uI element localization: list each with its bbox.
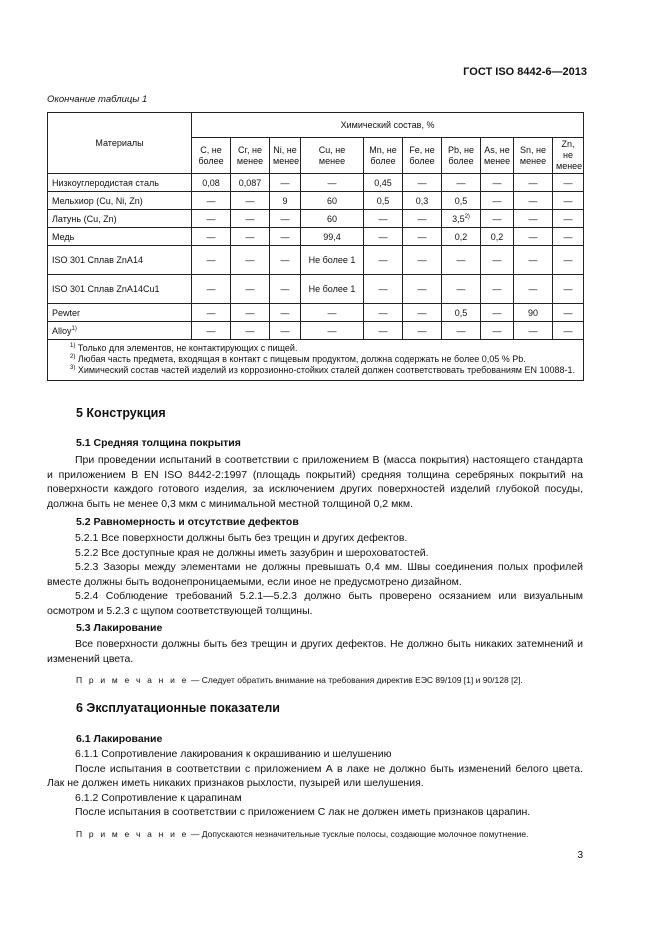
paragraph: 5.2.3 Зазоры между элементами не должны превышать 0,4 мм. Швы соединения полых профилей вместе должны быть водонепроницаемыми, если иное не предусмотрено дизайном. — [47, 561, 583, 588]
value-cell — [231, 322, 270, 340]
element-header-text: менее — [273, 155, 300, 166]
element-header — [231, 138, 270, 174]
cell-value: — — [280, 307, 290, 318]
cell-value: — — [528, 177, 538, 188]
cell-value: — — [456, 325, 466, 336]
value-cell — [270, 275, 301, 304]
paragraph: 5.2.2 Все доступные края не должны иметь зазубрин и шероховатостей. — [75, 546, 429, 559]
cell-value: 60 — [326, 213, 337, 224]
element-header-text: Zn, не — [561, 139, 575, 160]
cell-value: 0,2 — [454, 231, 468, 242]
note-text: — Следует обратить внимание на требования директив ЕЭС 89/109 [1] и 90/128 [2]. — [188, 675, 523, 685]
section-5-note — [76, 675, 523, 685]
table-row — [48, 275, 584, 304]
cell-value: — — [563, 254, 573, 265]
cell-value: — — [528, 325, 538, 336]
footnote — [52, 365, 579, 376]
cell-value: — — [417, 254, 427, 265]
element-header-text: Ni, не — [273, 144, 297, 155]
cell-value: — — [528, 254, 538, 265]
chemical-composition-table — [47, 112, 584, 381]
value-cell — [481, 210, 514, 228]
value-cell — [442, 228, 481, 246]
value-cell — [192, 210, 231, 228]
material-name: Низкоуглеродистая сталь — [52, 177, 159, 188]
cell-value: — — [245, 325, 255, 336]
value-cell — [301, 174, 364, 192]
value-cell — [192, 192, 231, 210]
document-code: ГОСТ ISO 8442-6—2013 — [463, 66, 587, 78]
materials-header: Материалы — [48, 113, 192, 174]
element-header — [301, 138, 364, 174]
material-name: ISO 301 Сплав ZnA14Cu1 — [52, 283, 160, 294]
cell-value: — — [245, 213, 255, 224]
section-6-title: 6 Эксплуатационные показатели — [76, 701, 280, 715]
value-cell — [231, 228, 270, 246]
note-label: П р и м е ч а н и е — [76, 675, 189, 685]
table-body — [48, 174, 584, 340]
cell-value: — — [206, 195, 216, 206]
cell-value: — — [563, 325, 573, 336]
paragraph: 5.2.4 Соблюдение требований 5.2.1—5.2.3 должно быть проверено осязанием или визуальным осмотром и 5.2.3 с щупом соответствующей толщины. — [47, 590, 583, 617]
element-header — [514, 138, 553, 174]
element-header-text: Fe, не — [409, 144, 435, 155]
value-cell — [270, 210, 301, 228]
material-cell — [48, 275, 192, 304]
value-cell — [442, 192, 481, 210]
composition-header: Химический состав, % — [192, 113, 584, 138]
footnote — [52, 343, 579, 354]
value-cell — [481, 174, 514, 192]
element-header — [403, 138, 442, 174]
value-cell — [514, 246, 553, 275]
value-cell — [364, 174, 403, 192]
cell-value: — — [245, 195, 255, 206]
material-cell — [48, 210, 192, 228]
cell-value: — — [206, 325, 216, 336]
element-header-text: более — [198, 155, 224, 166]
cell-value: — — [378, 231, 388, 242]
cell-value: — — [492, 195, 502, 206]
cell-value: — — [280, 283, 290, 294]
cell-value: 0,3 — [415, 195, 429, 206]
section-6-1-body — [47, 747, 583, 820]
value-cell — [481, 304, 514, 322]
table-row — [48, 246, 584, 275]
element-header — [192, 138, 231, 174]
cell-value: — — [206, 254, 216, 265]
cell-value: — — [492, 254, 502, 265]
table-row — [48, 322, 584, 340]
value-cell — [403, 275, 442, 304]
value-cell — [231, 192, 270, 210]
element-header-text: более — [370, 155, 396, 166]
footnote-mark: 2) — [70, 354, 76, 360]
cell-value: 0,08 — [202, 177, 220, 188]
element-header — [442, 138, 481, 174]
footnote-mark: 1) — [70, 343, 76, 349]
cell-value: 3,5 — [452, 213, 465, 224]
value-cell — [192, 228, 231, 246]
cell-value: — — [378, 325, 388, 336]
value-cell — [301, 275, 364, 304]
paragraph: После испытания в соответствии с приложением А в лаке не должно быть изменений белого цвета. Лак не должен иметь никаких признаков рыхлости, пузырей или шелушения. — [47, 762, 583, 790]
cell-value: — — [563, 195, 573, 206]
cell-value: — — [206, 213, 216, 224]
cell-value: — — [206, 283, 216, 294]
cell-value: — — [417, 283, 427, 294]
note-label: П р и м е ч а н и е — [76, 829, 189, 839]
value-cell — [301, 304, 364, 322]
element-header — [481, 138, 514, 174]
footnote-text: Любая часть предмета, входящая в контакт с пищевым продуктом, должна содержать не более 0,05 % Pb. — [75, 354, 526, 364]
value-cell — [192, 174, 231, 192]
value-cell — [481, 322, 514, 340]
footnote — [52, 354, 579, 365]
material-name: Alloy — [52, 325, 72, 336]
cell-value: — — [417, 213, 427, 224]
value-cell — [270, 322, 301, 340]
footnote-ref: 1) — [71, 325, 77, 332]
cell-value: — — [245, 254, 255, 265]
value-cell — [231, 304, 270, 322]
cell-value: — — [327, 177, 337, 188]
value-cell — [403, 246, 442, 275]
material-cell — [48, 246, 192, 275]
element-header — [553, 138, 584, 174]
value-cell — [403, 322, 442, 340]
cell-value: — — [528, 195, 538, 206]
cell-value: Не более 1 — [308, 254, 356, 265]
value-cell — [364, 192, 403, 210]
value-cell — [192, 322, 231, 340]
material-cell — [48, 304, 192, 322]
material-name: Pewter — [52, 307, 81, 318]
element-header-text: Mn, не — [369, 144, 397, 155]
value-cell — [301, 228, 364, 246]
element-header-text: менее — [556, 161, 583, 171]
value-cell — [481, 228, 514, 246]
value-cell — [301, 192, 364, 210]
value-cell — [270, 174, 301, 192]
cell-value: — — [206, 307, 216, 318]
value-cell — [514, 174, 553, 192]
cell-value: — — [417, 307, 427, 318]
value-cell — [481, 192, 514, 210]
page-number: 3 — [577, 850, 583, 861]
section-5-1-title: 5.1 Средняя толщина покрытия — [76, 437, 241, 449]
cell-value: — — [528, 283, 538, 294]
value-cell — [403, 228, 442, 246]
cell-value: — — [456, 254, 466, 265]
cell-value: — — [492, 177, 502, 188]
value-cell — [364, 322, 403, 340]
value-cell — [301, 322, 364, 340]
cell-value: 0,2 — [490, 231, 504, 242]
value-cell — [403, 210, 442, 228]
cell-value: — — [563, 213, 573, 224]
cell-value: 0,5 — [454, 307, 468, 318]
cell-value: — — [378, 254, 388, 265]
material-cell — [48, 174, 192, 192]
table-row — [48, 174, 584, 192]
cell-value: — — [456, 283, 466, 294]
element-header-text: As, не — [484, 144, 510, 155]
value-cell — [442, 304, 481, 322]
cell-value: — — [528, 231, 538, 242]
cell-value: 0,5 — [376, 195, 390, 206]
table-row — [48, 304, 584, 322]
value-cell — [231, 174, 270, 192]
element-header-text: Cr, не — [238, 144, 262, 155]
value-cell — [270, 192, 301, 210]
value-cell — [553, 228, 584, 246]
cell-value: 90 — [527, 307, 538, 318]
value-cell — [192, 275, 231, 304]
material-cell — [48, 192, 192, 210]
value-cell — [301, 246, 364, 275]
table-row — [48, 192, 584, 210]
element-header-text: Cu, не — [318, 144, 346, 155]
cell-value: — — [280, 254, 290, 265]
element-header-text: C, не — [200, 144, 222, 155]
cell-value: — — [563, 177, 573, 188]
cell-value: — — [378, 283, 388, 294]
cell-value: — — [456, 177, 466, 188]
note-text: — Допускаются незначительные тусклые полосы, создающие молочное помутнение. — [188, 829, 529, 839]
cell-value: — — [327, 325, 337, 336]
value-cell — [481, 246, 514, 275]
value-cell — [553, 275, 584, 304]
value-cell — [553, 174, 584, 192]
section-6-note — [76, 829, 529, 839]
material-name: Мельхиор (Cu, Ni, Zn) — [52, 195, 143, 206]
paragraph: Все поверхности должны быть без трещин и других дефектов. Не должно быть никаких затемнений и изменений цвета. — [47, 638, 583, 665]
material-cell — [48, 228, 192, 246]
cell-value: 99,4 — [323, 231, 341, 242]
element-header — [270, 138, 301, 174]
element-header-text: Sn, не — [520, 144, 546, 155]
element-header-text: менее — [484, 155, 511, 166]
cell-value: — — [492, 325, 502, 336]
cell-value: — — [417, 177, 427, 188]
footnote-text: Только для элементов, не контактирующих с пищей. — [75, 343, 298, 353]
table-footnotes — [48, 340, 584, 381]
footnote-mark: 3) — [70, 365, 76, 371]
value-cell — [514, 228, 553, 246]
section-5-3-body — [47, 637, 583, 666]
material-name: Медь — [52, 231, 75, 242]
table-row — [48, 228, 584, 246]
value-cell — [192, 246, 231, 275]
value-cell — [553, 192, 584, 210]
cell-value: — — [245, 307, 255, 318]
material-name: ISO 301 Сплав ZnA14 — [52, 254, 143, 265]
value-cell — [442, 246, 481, 275]
section-6-1-title: 6.1 Лакирование — [76, 733, 163, 745]
value-cell — [514, 275, 553, 304]
element-header-text: менее — [236, 155, 264, 166]
cell-value: — — [280, 177, 290, 188]
section-5-2-title: 5.2 Равномерность и отсутствие дефектов — [76, 516, 299, 528]
cell-value: — — [563, 231, 573, 242]
value-cell — [301, 210, 364, 228]
cell-value: — — [492, 213, 502, 224]
cell-value: Не более 1 — [308, 283, 356, 294]
value-cell — [270, 304, 301, 322]
material-name: Латунь (Cu, Zn) — [52, 213, 117, 224]
paragraph: При проведении испытаний в соответствии с приложением В (масса покрытия) настоящего стандарта и приложением В EN ISO 8442-2:1997 (площадь покрытий) средняя толщина серебряных покрытий на поверхности каждого готового изделия, за исключением других поверхностей изделий глубокой посуды, должна быть не менее 0,3 мкм с минимальной местной толщиной 0,2 мкм. — [47, 454, 583, 510]
cell-value: 0,45 — [374, 177, 392, 188]
table-caption: Окончание таблицы 1 — [47, 94, 148, 105]
value-cell — [553, 246, 584, 275]
cell-value: — — [280, 213, 290, 224]
cell-value: — — [378, 307, 388, 318]
material-cell — [48, 322, 192, 340]
cell-value: 0,5 — [454, 195, 468, 206]
value-cell — [364, 228, 403, 246]
cell-value: — — [417, 325, 427, 336]
paragraph: 5.2.1 Все поверхности должны быть без трещин и других дефектов. — [75, 532, 408, 544]
cell-value: — — [245, 283, 255, 294]
footnote-text: Химический состав частей изделий из коррозионно-стойких сталей должен соответствовать требованиям EN 10088-1. — [75, 365, 576, 375]
value-cell — [231, 210, 270, 228]
value-cell — [364, 210, 403, 228]
cell-value: — — [327, 307, 337, 318]
value-cell — [364, 246, 403, 275]
cell-value: — — [528, 213, 538, 224]
value-cell — [192, 304, 231, 322]
table-row — [48, 210, 584, 228]
paragraph: 6.1.1 Сопротивление лакирования к окрашиванию и шелушению — [75, 748, 392, 760]
cell-value: — — [280, 231, 290, 242]
cell-value: 0,087 — [238, 177, 262, 188]
cell-value: — — [563, 283, 573, 294]
paragraph: После испытания в соответствии с приложением С лак не должен иметь признаков царапин. — [75, 806, 531, 819]
value-cell — [442, 322, 481, 340]
value-cell — [403, 304, 442, 322]
element-header-text: менее — [519, 155, 547, 166]
cell-value: 60 — [326, 195, 337, 206]
value-cell — [364, 275, 403, 304]
element-header — [364, 138, 403, 174]
value-cell — [442, 275, 481, 304]
element-header-text: более — [448, 155, 474, 166]
element-header-text: Pb, не — [448, 144, 474, 155]
value-cell — [270, 228, 301, 246]
footnote-ref: 2) — [464, 213, 470, 220]
value-cell — [514, 210, 553, 228]
paragraph: 6.1.2 Сопротивление к царапинам — [75, 791, 242, 804]
section-5-2-body — [47, 531, 583, 619]
value-cell — [403, 192, 442, 210]
value-cell — [231, 246, 270, 275]
cell-value: — — [206, 231, 216, 242]
cell-value: — — [378, 213, 388, 224]
value-cell — [403, 174, 442, 192]
cell-value: — — [245, 231, 255, 242]
cell-value: — — [563, 307, 573, 318]
value-cell — [442, 210, 481, 228]
value-cell — [270, 246, 301, 275]
section-5-1-body — [47, 453, 583, 511]
section-5-title: 5 Конструкция — [76, 406, 166, 420]
element-header-text: более — [409, 155, 435, 166]
element-header-text: менее — [318, 155, 346, 166]
cell-value: 9 — [282, 195, 288, 206]
value-cell — [481, 275, 514, 304]
value-cell — [364, 304, 403, 322]
value-cell — [514, 322, 553, 340]
cell-value: — — [280, 325, 290, 336]
value-cell — [514, 192, 553, 210]
value-cell — [553, 210, 584, 228]
cell-value: — — [492, 283, 502, 294]
value-cell — [553, 322, 584, 340]
value-cell — [514, 304, 553, 322]
value-cell — [231, 275, 270, 304]
section-5-3-title: 5.3 Лакирование — [76, 622, 163, 634]
cell-value: — — [417, 231, 427, 242]
value-cell — [553, 304, 584, 322]
cell-value: — — [492, 307, 502, 318]
value-cell — [442, 174, 481, 192]
